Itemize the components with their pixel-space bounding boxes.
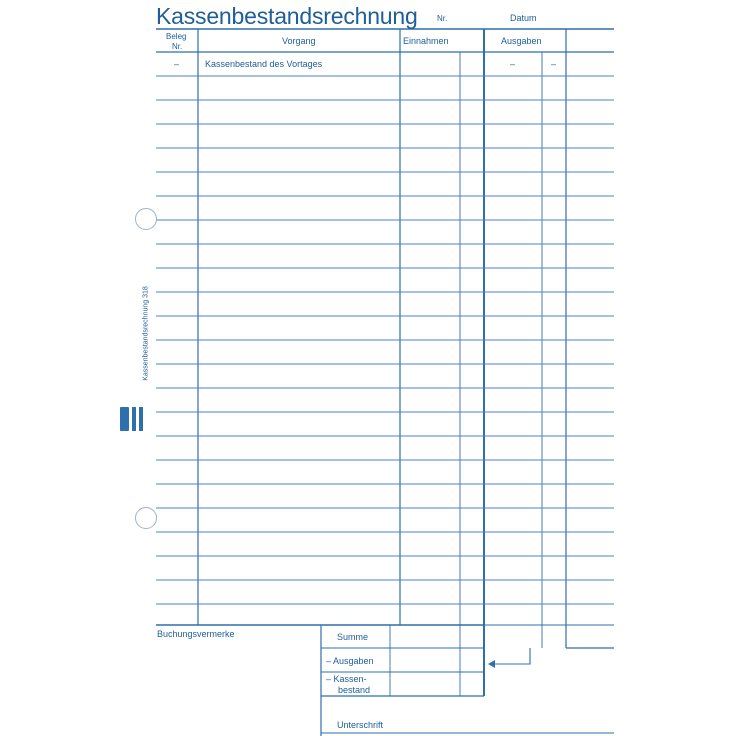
transfer-arrow-line bbox=[492, 648, 530, 664]
col-header-vorgang: Vorgang bbox=[282, 36, 316, 46]
buchungsvermerke-label: Buchungsvermerke bbox=[157, 629, 235, 639]
row-lines bbox=[156, 76, 614, 604]
form-title: Kassenbestandsrechnung bbox=[156, 3, 418, 29]
first-row-vorgang: Kassenbestand des Vortages bbox=[205, 59, 323, 69]
col-header-beleg: Beleg bbox=[166, 32, 187, 41]
avery-zweckform-logo bbox=[118, 405, 148, 433]
nr-label: Nr. bbox=[437, 14, 448, 23]
ausgaben-footer-label: – Ausgaben bbox=[326, 656, 374, 666]
bestand-label: bestand bbox=[338, 685, 371, 695]
punch-hole-bottom bbox=[135, 507, 157, 529]
punch-hole-top bbox=[135, 208, 157, 230]
unterschrift-label: Unterschrift bbox=[337, 720, 384, 730]
kassen-label: – Kassen- bbox=[326, 674, 367, 684]
summe-label: Summe bbox=[337, 632, 369, 642]
transfer-arrow-head bbox=[488, 660, 495, 668]
first-row-ausgaben-2: – bbox=[551, 59, 557, 69]
first-row-beleg: – bbox=[174, 59, 180, 69]
first-row-ausgaben-1: – bbox=[510, 59, 516, 69]
col-header-ausgaben: Ausgaben bbox=[501, 36, 542, 46]
col-header-einnahmen: Einnahmen bbox=[403, 36, 449, 46]
datum-label: Datum bbox=[510, 13, 537, 23]
col-header-beleg-nr: Nr. bbox=[172, 42, 183, 51]
side-form-number: Kassenbestandsrechnung 318 bbox=[142, 286, 150, 381]
